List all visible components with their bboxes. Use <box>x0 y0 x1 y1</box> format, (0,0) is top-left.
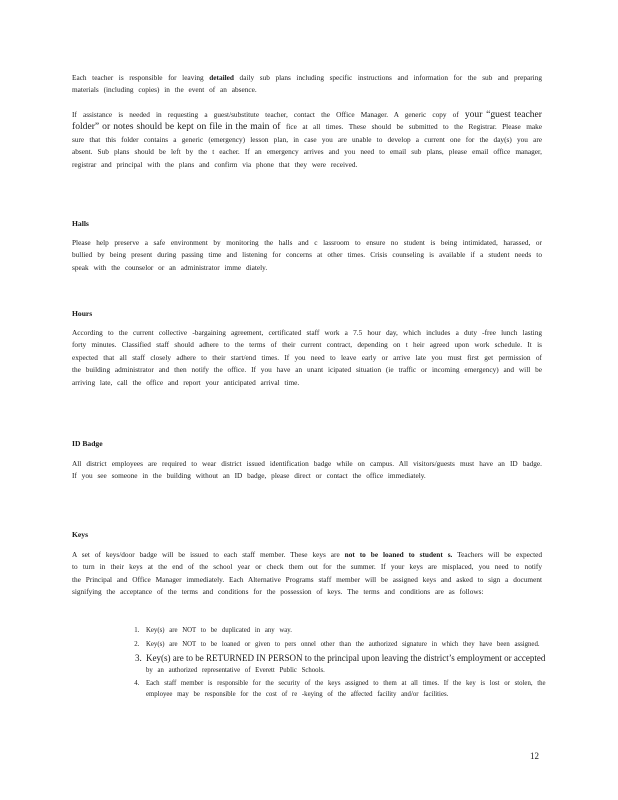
text-run: Teachers will be expected to turn in their keys at the end of the school year or check them out for the summer. If your keys are misplaced, you need to notify the Principal and Office Manager immediately. Each Alternative Programs staff member will be assigned keys and asked to sign a document signifying the acceptance of the terms and conditions for the possession of keys. The terms and conditions are as follows: <box>72 550 543 597</box>
text-run: A set of keys/door badge will be issued to each staff member. These keys are <box>72 550 345 559</box>
text-run: Each teacher is responsible for leaving <box>72 73 210 82</box>
list-item: 1. Key(s) are NOT to be duplicated in any way. <box>144 626 574 637</box>
text-run: daily sub plans including specific instructions and information for the sub and preparing materials (including copies) in the event of an absence. <box>72 73 543 95</box>
keys-heading: Keys <box>72 530 89 539</box>
bold-text: not to be loaned to student s. <box>344 550 453 559</box>
key-terms-list <box>120 626 574 703</box>
id-badge-paragraph: All district employees are required to wear district issued identification badge while on campus. All visitors/guests must have an ID badge. If you see someone in the building without an ID badge, please direct or contact the office immediately. <box>72 459 542 481</box>
large-text-run: your “guest teacher folder” or notes should be kept on file in the main of <box>72 109 542 133</box>
bold-text: detailed <box>209 73 234 82</box>
guest-teacher-paragraph <box>72 109 542 171</box>
hours-heading: Hours <box>72 309 93 318</box>
sub-plans-paragraph <box>72 72 542 97</box>
text-run: by an authorized representative of Everett Public Schools. <box>146 667 325 675</box>
large-text-run: Key(s) are to be RETURNED IN PERSON to the principal upon leaving the district’s employment or accepted <box>146 653 546 664</box>
list-item: 2. Key(s) are NOT to be loaned or given to pers onnel other than the authorized signature in which they have been assigned. <box>144 640 574 651</box>
halls-paragraph: Please help preserve a safe environment by monitoring the halls and c lassroom to ensure no student is being intimidated, harassed, or bullied by being present during passing time and listening for concerns at other times. Crisis counseling is available if a student needs to speak with the counselor or an administrator imme diately. <box>72 238 542 272</box>
text-run: fice at all times. These should be submitted to the Registrar. Please make sure that this folder contains a generic (emergency) lesson plan, in case you are unable to develop a current one for the day(s) you are absent. Sub plans should be left by the t eacher. If an emergency arrives and you need to email sub plans, please email office manager, registrar and principal with the plans and confirm via phone that they were received. <box>72 122 543 169</box>
page-number: 12 <box>530 751 539 761</box>
hours-paragraph: According to the current collective -bargaining agreement, certificated staff work a 7.5 hour day, which includes a duty -free lunch lasting forty minutes. Classified staff should adhere to the terms of their current contract, depending on t heir agreed upon work schedule. It is expected that all staff closely adhere to their start/end times. If you need to leave early or arrive late you must first get permission of the building administrator and then notify the office. If you have an unant icipated situation (ie traffic or incoming emergency) and will be arriving late, call the office and report your anticipated arrival time. <box>72 328 542 387</box>
halls-heading: Halls <box>72 219 89 228</box>
text-run: If assistance is needed in requesting a guest/substitute teacher, contact the Office Manager. A generic copy of <box>72 110 465 119</box>
list-item <box>144 653 574 676</box>
keys-paragraph <box>72 549 542 599</box>
id-badge-heading: ID Badge <box>72 439 103 448</box>
list-item: 4. Each staff member is responsible for the security of the keys assigned to them at all times. If the key is lost or stolen, the employee may be responsible for the cost of re -keying of the affected facility and/or facilities. <box>144 679 574 700</box>
